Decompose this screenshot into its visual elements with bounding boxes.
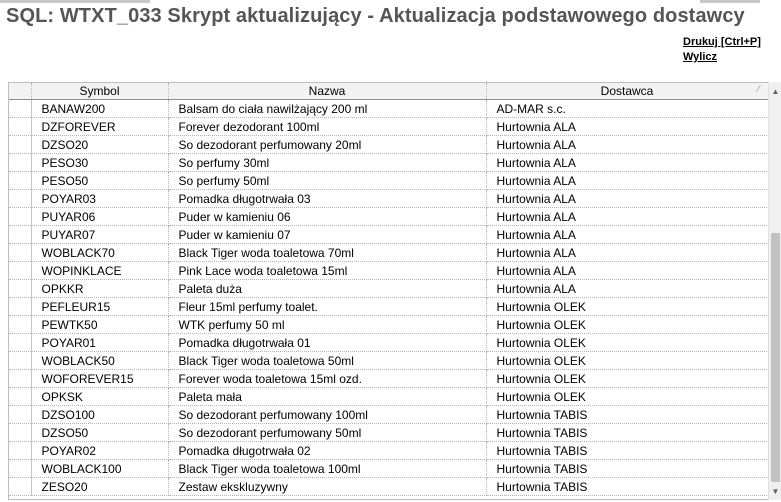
cell-nazwa[interactable]: Pomadka długotrwała 01 — [168, 334, 486, 352]
cell-dostawca[interactable]: Hurtownia ALA — [486, 172, 768, 190]
cell-nazwa[interactable]: So dezodorant perfumowany 100ml — [168, 406, 486, 424]
cell-dostawca[interactable]: Hurtownia TABIS — [486, 424, 768, 442]
cell-dostawca[interactable]: Hurtownia OLEK — [486, 298, 768, 316]
column-header-dostawca[interactable] — [486, 83, 768, 100]
cell-nazwa[interactable]: Black Tiger woda toaletowa 70ml — [168, 244, 486, 262]
column-header-nazwa[interactable]: Nazwa — [168, 83, 486, 100]
cell-symbol[interactable]: WOPINKLACE — [31, 262, 168, 280]
cell-dostawca[interactable]: Hurtownia ALA — [486, 136, 768, 154]
cell-dostawca[interactable]: Hurtownia OLEK — [486, 334, 768, 352]
arrow-up-icon[interactable]: ▲ — [771, 86, 780, 96]
page-title: SQL: WTXT_033 Skrypt aktualizujący - Aktualizacja podstawowego dostawcy — [6, 5, 745, 27]
cell-nazwa[interactable]: WTK perfumy 50 ml — [168, 316, 486, 334]
row-selector[interactable] — [9, 478, 31, 496]
table-row[interactable] — [9, 118, 768, 136]
cell-nazwa[interactable]: Puder w kamieniu 07 — [168, 226, 486, 244]
row-selector[interactable] — [9, 280, 31, 298]
arrow-down-icon[interactable]: ▼ — [771, 486, 780, 496]
table-header-row — [9, 83, 768, 100]
cell-dostawca[interactable]: Hurtownia TABIS — [486, 442, 768, 460]
table-row[interactable] — [9, 424, 768, 442]
table-row[interactable] — [9, 442, 768, 460]
cell-nazwa[interactable]: So perfumy 50ml — [168, 172, 486, 190]
table-row[interactable] — [9, 208, 768, 226]
cell-nazwa[interactable]: Pink Lace woda toaletowa 15ml — [168, 262, 486, 280]
row-selector[interactable] — [9, 154, 31, 172]
row-selector[interactable] — [9, 460, 31, 478]
cell-symbol[interactable]: POYAR03 — [31, 190, 168, 208]
print-link[interactable]: Drukuj [Ctrl+P] — [683, 36, 761, 48]
row-selector[interactable] — [9, 406, 31, 424]
cell-nazwa[interactable]: Black Tiger woda toaletowa 50ml — [168, 352, 486, 370]
cell-dostawca[interactable]: Hurtownia ALA — [486, 226, 768, 244]
table-row[interactable] — [9, 100, 768, 118]
table-row[interactable] — [9, 154, 768, 172]
table-row[interactable] — [9, 190, 768, 208]
calculate-link[interactable]: Wylicz — [683, 51, 718, 63]
cell-symbol[interactable]: WOBLACK70 — [31, 244, 168, 262]
row-selector[interactable] — [9, 334, 31, 352]
table-row[interactable] — [9, 172, 768, 190]
cell-symbol[interactable]: PEFLEUR15 — [31, 298, 168, 316]
cell-dostawca[interactable]: Hurtownia OLEK — [486, 388, 768, 406]
column-header-label: Dostawca — [600, 84, 654, 98]
cell-symbol[interactable]: PESO30 — [31, 154, 168, 172]
cell-symbol[interactable]: ZESO20 — [31, 478, 168, 496]
row-selector[interactable] — [9, 172, 31, 190]
table-row[interactable] — [9, 298, 768, 316]
cell-dostawca[interactable]: Hurtownia ALA — [486, 208, 768, 226]
table-row[interactable] — [9, 406, 768, 424]
row-selector[interactable] — [9, 370, 31, 388]
cell-nazwa[interactable]: Paleta duża — [168, 280, 486, 298]
cell-nazwa[interactable]: Balsam do ciała nawilżający 200 ml — [168, 100, 486, 118]
row-selector[interactable] — [9, 442, 31, 460]
table-body — [9, 100, 768, 496]
window-top-edge-right — [700, 0, 760, 3]
row-selector[interactable] — [9, 352, 31, 370]
cell-dostawca[interactable]: Hurtownia TABIS — [486, 460, 768, 478]
supplier-table — [9, 83, 769, 496]
cell-dostawca[interactable]: Hurtownia ALA — [486, 190, 768, 208]
cell-symbol[interactable]: POYAR02 — [31, 442, 168, 460]
cell-symbol[interactable]: WOBLACK50 — [31, 352, 168, 370]
cell-dostawca[interactable]: Hurtownia TABIS — [486, 406, 768, 424]
row-selector[interactable] — [9, 424, 31, 442]
table-row[interactable] — [9, 226, 768, 244]
cell-nazwa[interactable]: So dezodorant perfumowany 50ml — [168, 424, 486, 442]
cell-nazwa[interactable]: Forever woda toaletowa 15ml ozd. — [168, 370, 486, 388]
row-selector[interactable] — [9, 136, 31, 154]
cell-symbol[interactable]: OPKKR — [31, 280, 168, 298]
table-row[interactable] — [9, 136, 768, 154]
row-selector[interactable] — [9, 100, 31, 118]
table-row[interactable] — [9, 460, 768, 478]
cell-symbol[interactable]: DZSO100 — [31, 406, 168, 424]
cell-symbol[interactable]: PEWTK50 — [31, 316, 168, 334]
cell-nazwa[interactable]: So perfumy 30ml — [168, 154, 486, 172]
action-links — [683, 35, 761, 65]
cell-dostawca[interactable]: Hurtownia OLEK — [486, 370, 768, 388]
table-row[interactable] — [9, 388, 768, 406]
table-row[interactable] — [9, 262, 768, 280]
table-row[interactable] — [9, 334, 768, 352]
table-row[interactable] — [9, 316, 768, 334]
cell-nazwa[interactable]: Pomadka długotrwała 02 — [168, 442, 486, 460]
row-selector[interactable] — [9, 262, 31, 280]
data-grid — [8, 82, 769, 500]
row-selector[interactable] — [9, 316, 31, 334]
cell-nazwa[interactable]: Forever dezodorant 100ml — [168, 118, 486, 136]
cell-symbol[interactable]: DZSO20 — [31, 136, 168, 154]
cell-symbol[interactable]: POYAR01 — [31, 334, 168, 352]
cell-symbol[interactable]: WOFOREVER15 — [31, 370, 168, 388]
cell-symbol[interactable]: WOBLACK100 — [31, 460, 168, 478]
sort-indicator-icon: ⁄ — [757, 84, 760, 95]
cell-dostawca[interactable]: AD-MAR s.c. — [486, 100, 768, 118]
scrollbar-thumb[interactable] — [771, 233, 780, 482]
table-row[interactable] — [9, 244, 768, 262]
row-selector[interactable] — [9, 208, 31, 226]
cell-symbol[interactable]: PUYAR07 — [31, 226, 168, 244]
cell-symbol[interactable]: DZFOREVER — [31, 118, 168, 136]
cell-dostawca[interactable]: Hurtownia OLEK — [486, 316, 768, 334]
table-row[interactable] — [9, 352, 768, 370]
cell-nazwa[interactable]: Paleta mała — [168, 388, 486, 406]
row-selector[interactable] — [9, 388, 31, 406]
cell-dostawca[interactable]: Hurtownia TABIS — [486, 478, 768, 496]
cell-nazwa[interactable]: Zestaw ekskluzywny — [168, 478, 486, 496]
table-row[interactable] — [9, 280, 768, 298]
cell-dostawca[interactable]: Hurtownia ALA — [486, 118, 768, 136]
cell-nazwa[interactable]: Fleur 15ml perfumy toalet. — [168, 298, 486, 316]
cell-nazwa[interactable]: Puder w kamieniu 06 — [168, 208, 486, 226]
row-selector[interactable] — [9, 244, 31, 262]
row-selector[interactable] — [9, 226, 31, 244]
cell-dostawca[interactable]: Hurtownia ALA — [486, 280, 768, 298]
window-top-edge — [0, 0, 150, 3]
row-header-corner — [9, 83, 31, 100]
cell-dostawca[interactable]: Hurtownia ALA — [486, 154, 768, 172]
cell-symbol[interactable]: PUYAR06 — [31, 208, 168, 226]
cell-symbol[interactable]: PESO50 — [31, 172, 168, 190]
cell-symbol[interactable]: DZSO50 — [31, 424, 168, 442]
cell-nazwa[interactable]: So dezodorant perfumowany 20ml — [168, 136, 486, 154]
cell-dostawca[interactable]: Hurtownia ALA — [486, 262, 768, 280]
table-row[interactable] — [9, 370, 768, 388]
cell-nazwa[interactable]: Black Tiger woda toaletowa 100ml — [168, 460, 486, 478]
cell-nazwa[interactable]: Pomadka długotrwała 03 — [168, 190, 486, 208]
vertical-scrollbar[interactable] — [768, 82, 781, 500]
table-row[interactable] — [9, 478, 768, 496]
row-selector[interactable] — [9, 298, 31, 316]
column-header-symbol[interactable]: Symbol — [31, 83, 168, 100]
cell-dostawca[interactable]: Hurtownia ALA — [486, 244, 768, 262]
cell-dostawca[interactable]: Hurtownia OLEK — [486, 352, 768, 370]
row-selector[interactable] — [9, 190, 31, 208]
cell-symbol[interactable]: OPKSK — [31, 388, 168, 406]
row-selector[interactable] — [9, 118, 31, 136]
cell-symbol[interactable]: BANAW200 — [31, 100, 168, 118]
